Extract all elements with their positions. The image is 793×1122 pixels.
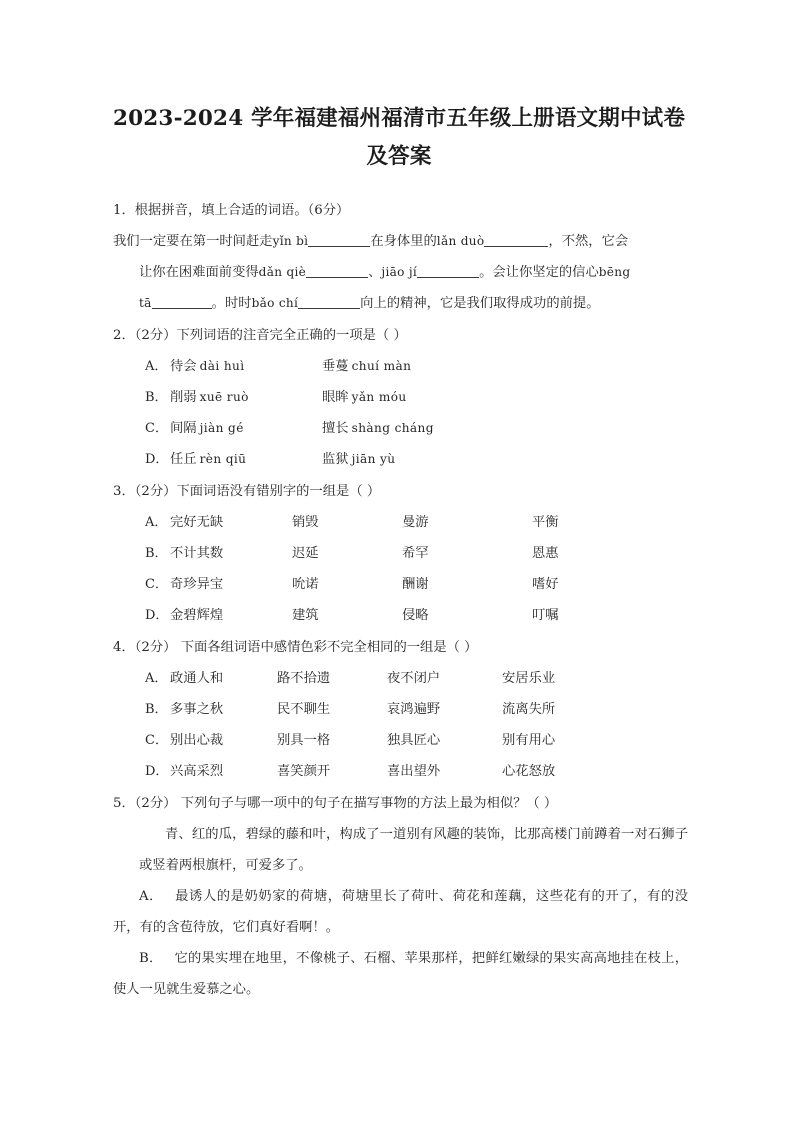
question-3-number: 3． [113,484,135,499]
pinyin: chuí màn [351,359,412,373]
text-run: 、 [368,265,382,280]
answer-blank[interactable] [152,295,212,309]
question-4-option-c[interactable] [113,725,688,756]
option-cell [322,351,522,382]
text-run: 向上的精神，它是我们取得成功的前提。 [360,296,600,311]
question-1-stem [113,196,688,226]
pinyin: shàng cháng [351,421,434,435]
answer-blank[interactable] [308,233,370,247]
option-letter: C． [145,421,168,436]
word: 削弱 [170,390,197,405]
option-content [145,756,592,787]
question-3-option-c[interactable] [113,569,688,600]
option-letter: A． [145,671,168,686]
question-1-number: 1． [113,203,135,218]
word: 任丘 [170,452,197,467]
question-1-line-3 [113,288,688,319]
text-run: 我们一定要在第一时间赶走 [113,234,273,249]
pinyin-landuo: lǎn duò [436,234,485,248]
option-cell: 希罕 [402,546,429,561]
option-letter: C． [145,733,168,748]
option-cell [170,351,322,382]
option-cell: 喜笑颜开 [277,764,331,779]
word: 间隔 [170,421,197,436]
question-5-option-a[interactable] [113,881,688,943]
option-cell: 心花怒放 [502,764,556,779]
option-cell: 不计其数 [170,546,224,561]
question-5-stem [113,789,688,819]
answer-blank[interactable] [298,295,360,309]
option-content [145,382,522,413]
option-cell [322,382,522,413]
option-cell: 别出心裁 [170,733,224,748]
option-cell: 吮诺 [292,577,319,592]
word: 待会 [170,359,197,374]
pinyin-yinbi: yǐn bì [272,234,309,248]
question-1 [113,196,688,319]
option-content [145,507,622,538]
option-content [145,538,622,569]
question-4-option-d[interactable] [113,756,688,787]
passage-text: 青、红的瓜，碧绿的藤和叶，构成了一道别有风趣的装饰，比那高楼门前蹲着一对石狮子或竖着两根旗杆，可爱多了。 [139,827,688,873]
question-4-stem [113,633,688,663]
pinyin-jiaoji: jiāo jí [381,265,418,279]
page-title: 2023-2024 学年福建福州福清市五年级上册语文期中试卷及答案 [112,106,686,169]
option-cell: 叮嘱 [532,608,559,623]
question-1-stem-text: 根据拼音，填上合适的词语。（6分） [134,203,350,218]
option-cell: 平衡 [532,515,559,530]
question-5-option-b[interactable] [113,943,688,1005]
option-cell [322,444,522,475]
exam-content [113,196,688,1007]
question-5-passage [113,819,688,881]
option-cell: 曼游 [402,515,429,530]
option-letter: B． [139,951,163,966]
question-3-option-a[interactable] [113,507,688,538]
option-cell: 恩惠 [532,546,559,561]
option-content [145,444,522,475]
option-cell: 别有用心 [502,733,556,748]
option-cell [170,444,322,475]
question-4-number: 4． [113,640,135,655]
word: 垂蔓 [322,359,349,374]
text-run: 。会让你坚定的信心 [479,265,599,280]
option-content [145,663,592,694]
pinyin: dài huì [199,359,245,373]
question-3-stem-text: （2分）下面词语没有错别字的一组是（ ） [134,484,381,499]
option-cell: 独具匠心 [387,733,441,748]
option-cell: 哀鸿遍野 [387,702,441,717]
question-2-option-a[interactable] [113,351,688,382]
option-letter: B． [145,546,168,561]
text-run: 。时时 [211,296,252,311]
question-3-option-d[interactable] [113,600,688,631]
option-cell: 奇珍异宝 [170,577,224,592]
option-letter: C． [145,577,168,592]
question-5-stem-text: （2分） 下列句子与哪一项中的句子在描写事物的方法上最为相似？（ ） [134,796,558,811]
word: 监狱 [322,452,349,467]
answer-blank[interactable] [417,264,479,278]
text-run: 在身体里的 [370,234,437,249]
question-3 [113,477,688,631]
option-cell: 别具一格 [277,733,331,748]
question-2-stem-text: （2分）下列词语的注音完全正确的一项是（ ） [134,328,407,343]
pinyin: yǎn móu [351,390,407,404]
option-cell: 民不聊生 [277,702,331,717]
option-cell: 建筑 [292,608,319,623]
pinyin: jiān yù [351,452,396,466]
word: 擅长 [322,421,349,436]
option-cell: 嗜好 [532,577,559,592]
question-1-line-1 [113,226,688,257]
option-letter: D． [145,764,169,779]
question-2-number: 2． [113,328,135,343]
question-4 [113,633,688,787]
option-letter: A． [145,359,168,374]
option-cell: 安居乐业 [502,671,556,686]
option-letter: A． [145,515,168,530]
option-letter: D． [145,608,169,623]
question-2-option-b[interactable] [113,382,688,413]
question-3-option-b[interactable] [113,538,688,569]
option-cell: 侵略 [402,608,429,623]
option-content [145,725,592,756]
pinyin-ta: tā [139,296,152,310]
option-letter: B． [145,702,168,717]
question-3-stem [113,477,688,507]
option-letter: A． [139,889,164,904]
option-cell: 多事之秋 [170,702,224,717]
text-run: ，不然，它会 [548,234,629,249]
option-cell: 路不拾遗 [277,671,331,686]
option-cell: 流离失所 [502,702,556,717]
option-cell [170,382,322,413]
question-1-line-2 [113,257,688,288]
text-run: 让你在困难面前变得 [139,265,259,280]
option-cell: 销毁 [292,515,319,530]
question-2-stem [113,321,688,351]
question-2 [113,321,688,475]
question-4-option-a[interactable] [113,663,688,694]
pinyin: rèn qiū [199,452,247,466]
option-cell: 兴高采烈 [170,764,224,779]
option-content [145,569,622,600]
option-cell: 喜出望外 [387,764,441,779]
option-content [145,694,592,725]
question-4-option-b[interactable] [113,694,688,725]
question-5-number: 5． [113,796,135,811]
question-2-option-c[interactable] [113,413,688,444]
answer-blank[interactable] [306,264,368,278]
option-cell [170,413,322,444]
option-text: 它的果实埋在地里，不像桃子、石榴、苹果那样，把鲜红嫩绿的果实高高地挂在枝上，使人一见就生爱慕之心。 [113,951,688,997]
option-cell: 金碧辉煌 [170,608,224,623]
option-content [145,600,622,631]
answer-blank[interactable] [484,233,548,247]
option-cell [322,413,522,444]
question-5 [113,789,688,1005]
option-content [145,413,522,444]
option-text: 最诱人的是奶奶家的荷塘，荷塘里长了荷叶、荷花和莲藕，这些花有的开了，有的没开，有的含苞待放，它们真好看啊！。 [113,889,689,935]
question-2-option-d[interactable] [113,444,688,475]
option-cell: 政通人和 [170,671,224,686]
pinyin-beng: bēng [598,265,631,279]
option-cell: 酬谢 [402,577,429,592]
option-letter: D． [145,452,169,467]
option-cell: 完好无缺 [170,515,224,530]
pinyin: xuē ruò [199,390,249,404]
option-cell: 夜不闭户 [387,671,441,686]
pinyin-danqie: dǎn qiè [258,265,307,279]
pinyin: jiàn gé [199,421,244,435]
word: 眼眸 [322,390,349,405]
option-letter: B． [145,390,168,405]
option-content [145,351,522,382]
question-4-stem-text: （2分） 下面各组词语中感情色彩不完全相同的一组是（ ） [134,640,478,655]
pinyin-baochi: bǎo chí [251,296,299,310]
option-cell: 迟延 [292,546,319,561]
